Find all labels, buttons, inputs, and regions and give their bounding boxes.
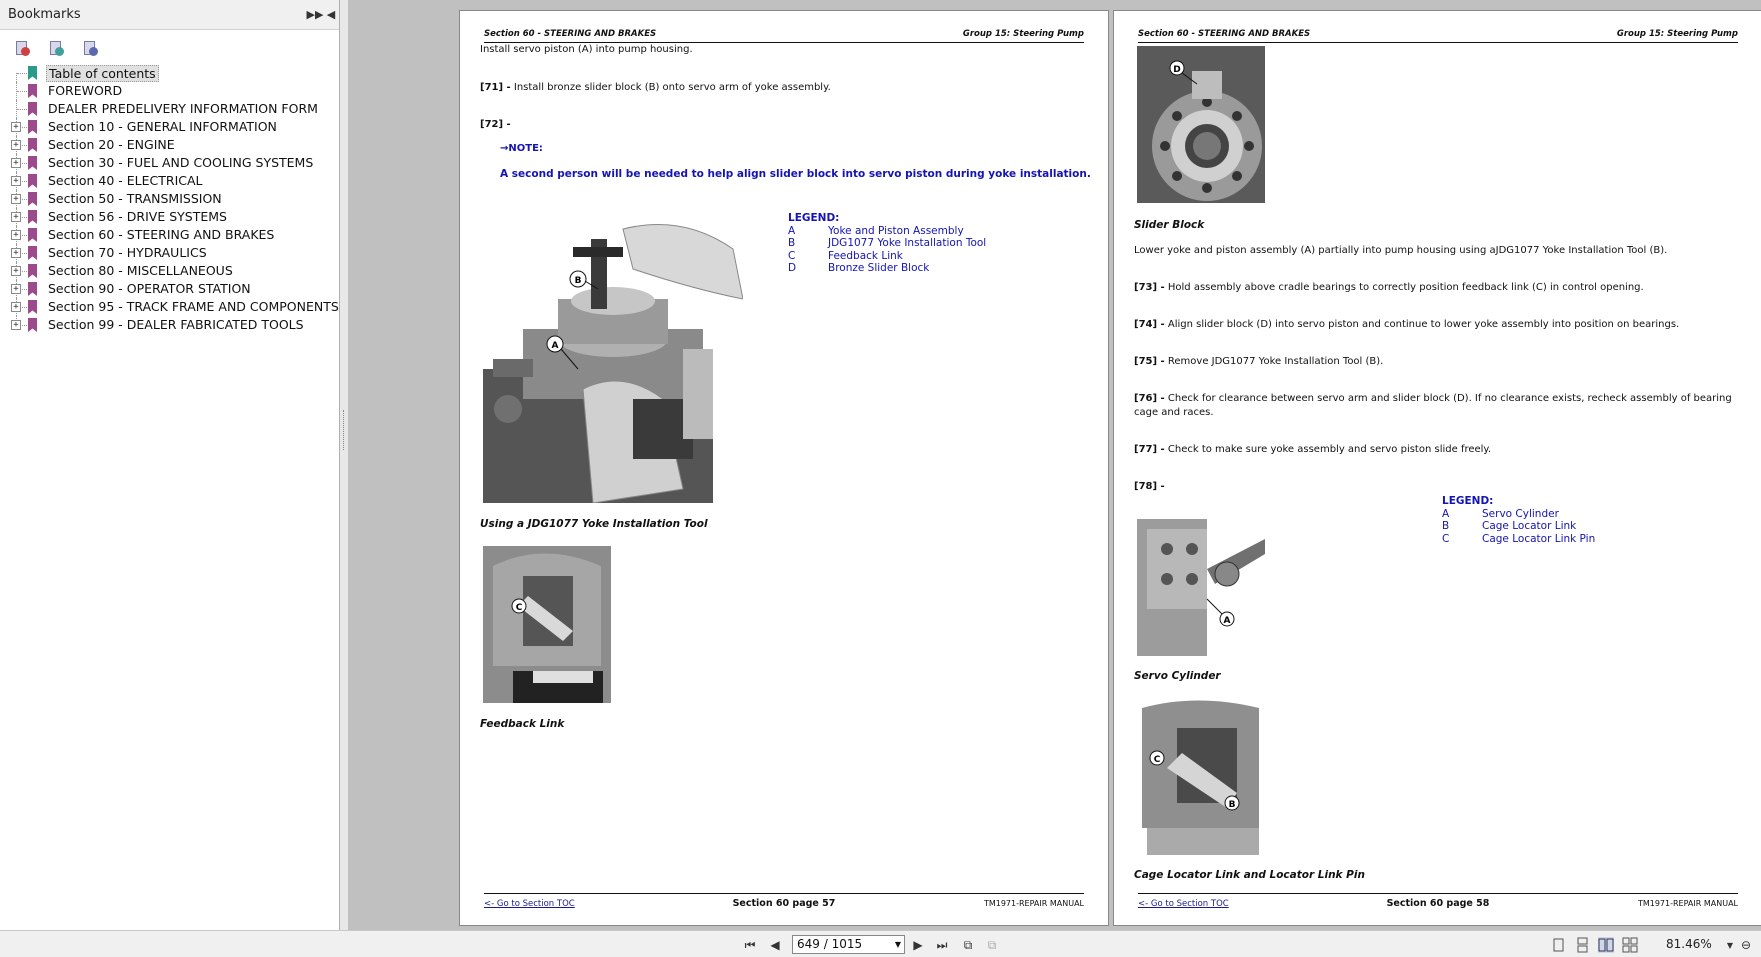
expand-icon[interactable]: + — [11, 158, 21, 168]
step-text: Check for clearance between servo arm and slider block (D). If no clearance exists, recheck assembly of bearing cage and races. — [1134, 393, 1732, 418]
page-57 — [459, 10, 1109, 926]
note-heading: →NOTE: — [500, 143, 543, 154]
header-group: Group 15: Steering Pump — [962, 29, 1084, 39]
legend-row — [1442, 533, 1595, 546]
bookmark-item[interactable] — [0, 118, 339, 136]
bookmark-item[interactable] — [0, 298, 339, 316]
header-section: Section 60 - STEERING AND BRAKES — [484, 29, 657, 39]
expand-icon[interactable]: + — [11, 212, 21, 222]
bookmark-item[interactable] — [0, 100, 339, 118]
step-78 — [1134, 480, 1165, 494]
page-header — [1138, 29, 1738, 43]
zoom-dropdown-icon[interactable]: ▼ — [1726, 940, 1734, 950]
step-75 — [1134, 355, 1744, 369]
bookmark-item[interactable] — [0, 190, 339, 208]
header-section: Section 60 - STEERING AND BRAKES — [1138, 29, 1311, 39]
bookmark-item[interactable] — [0, 244, 339, 262]
callout-a: A — [1223, 616, 1231, 626]
bookmark-icon — [28, 120, 37, 134]
bookmark-icon — [28, 246, 37, 260]
page-number-label: Section 60 page 57 — [732, 898, 836, 909]
zoom-out-icon[interactable]: ⊖ — [1740, 938, 1752, 952]
feedback-link-photo — [483, 546, 611, 703]
yoke-installation-photo — [483, 219, 743, 503]
page-footer — [1138, 893, 1738, 909]
page-footer — [484, 893, 1084, 909]
step-number: [71] - — [480, 82, 511, 93]
instruction-text: Install servo piston (A) into pump housing. — [480, 44, 693, 55]
figure-caption: Cage Locator Link and Locator Link Pin — [1134, 869, 1365, 881]
previous-page-icon[interactable]: ◀ — [770, 938, 780, 952]
bookmark-icon — [28, 210, 37, 224]
step-number: [73] - — [1134, 282, 1165, 293]
bookmarks-panel — [0, 0, 340, 930]
bookmark-item[interactable] — [0, 208, 339, 226]
next-view-icon[interactable]: ⧉ — [987, 937, 997, 952]
bookmark-icon — [28, 228, 37, 242]
bookmark-icon — [28, 300, 37, 314]
zoom-level[interactable]: 81.46% — [1666, 937, 1712, 951]
section-toc-link[interactable]: <- Go to Section TOC — [1138, 899, 1229, 909]
legend-row — [1442, 508, 1595, 521]
step-text: Align slider block (D) into servo piston and continue to lower yoke assembly into position on bearings. — [1167, 319, 1680, 330]
next-page-icon[interactable]: ▶ — [913, 938, 923, 952]
legend-row — [788, 225, 986, 238]
cage-locator-link-photo — [1137, 698, 1265, 855]
callout-c: C — [1153, 755, 1161, 765]
legend-key: B — [788, 237, 796, 249]
continuous-facing-view-icon[interactable] — [1622, 937, 1638, 953]
bookmarks-title: Bookmarks — [8, 7, 81, 22]
step-72 — [480, 118, 511, 132]
expand-icon[interactable]: + — [11, 266, 21, 276]
first-page-icon[interactable]: ⏮ — [744, 937, 756, 952]
find-bookmark-icon[interactable] — [82, 41, 98, 57]
last-page-icon[interactable]: ⏭ — [936, 937, 948, 952]
legend-key: A — [788, 224, 796, 237]
step-number: [77] - — [1134, 444, 1165, 455]
legend-text: Cage Locator Link — [1482, 520, 1577, 532]
chevron-down-icon[interactable]: ▼ — [894, 940, 901, 949]
continuous-view-icon[interactable] — [1574, 937, 1590, 953]
figure-caption: Servo Cylinder — [1134, 670, 1221, 682]
step-number: [75] - — [1134, 356, 1165, 367]
step-number: [76] - — [1134, 393, 1165, 404]
bookmark-icon — [28, 156, 37, 170]
bookmark-icon — [28, 84, 37, 98]
bookmarks-header — [0, 0, 339, 30]
legend-title: LEGEND: — [1442, 495, 1494, 507]
legend-text: Bronze Slider Block — [828, 262, 930, 274]
expand-bookmark-icon[interactable] — [48, 41, 64, 57]
bookmark-item[interactable] — [0, 262, 339, 280]
page-header — [484, 29, 1084, 43]
bookmark-label: DEALER PREDELIVERY INFORMATION FORM — [48, 101, 318, 116]
step-73 — [1134, 281, 1744, 295]
manual-id: TM1971-REPAIR MANUAL — [983, 899, 1084, 908]
bookmark-label: Section 99 - DEALER FABRICATED TOOLS — [48, 317, 304, 332]
legend-key: C — [1442, 532, 1450, 545]
legend-2 — [1442, 495, 1595, 545]
legend-key: A — [1442, 507, 1450, 520]
bookmark-label: Section 20 - ENGINE — [48, 137, 175, 152]
callout-a: A — [551, 341, 559, 351]
note-text: A second person will be needed to help align slider block into servo piston during yoke installation. — [500, 168, 1091, 180]
bookmark-label: Section 56 - DRIVE SYSTEMS — [48, 209, 227, 224]
expand-icon[interactable]: + — [11, 176, 21, 186]
legend-key: D — [788, 262, 797, 274]
step-number: [74] - — [1134, 319, 1165, 330]
facing-view-icon[interactable] — [1598, 937, 1614, 953]
bookmark-item[interactable] — [0, 64, 339, 82]
legend-key: C — [788, 249, 796, 262]
bookmark-label: Table of contents — [46, 65, 159, 82]
legend-1 — [788, 212, 986, 275]
callout-b: B — [574, 276, 582, 286]
page-number-label: Section 60 page 58 — [1386, 898, 1490, 909]
page-number-input[interactable] — [792, 935, 905, 954]
expand-icon[interactable]: + — [11, 302, 21, 312]
figure-caption: Slider Block — [1134, 219, 1205, 231]
legend-title: LEGEND: — [788, 212, 840, 224]
expand-panel-icon[interactable]: ▶▶ — [306, 7, 324, 21]
bookmark-icon — [28, 282, 37, 296]
bookmark-item[interactable] — [0, 172, 339, 190]
bookmark-tree — [0, 60, 339, 334]
step-number: [72] - — [480, 119, 511, 130]
legend-text: Servo Cylinder — [1482, 507, 1559, 520]
expand-icon[interactable]: + — [11, 122, 21, 132]
bookmark-icon — [28, 264, 37, 278]
bookmark-item[interactable] — [0, 136, 339, 154]
bookmark-label: Section 40 - ELECTRICAL — [48, 173, 203, 188]
legend-text: JDG1077 Yoke Installation Tool — [828, 237, 987, 249]
step-text: Remove JDG1077 Yoke Installation Tool (B). — [1167, 356, 1384, 367]
bookmark-item[interactable] — [0, 154, 339, 172]
manual-id: TM1971-REPAIR MANUAL — [1637, 899, 1738, 908]
legend-row — [788, 237, 986, 250]
bookmark-icon — [28, 138, 37, 152]
bookmark-label: Section 70 - HYDRAULICS — [48, 245, 207, 260]
step-text: Install bronze slider block (B) onto servo arm of yoke assembly. — [513, 82, 831, 93]
bookmark-icon — [28, 102, 37, 116]
expand-icon[interactable]: + — [11, 140, 21, 150]
expand-icon[interactable]: + — [11, 230, 21, 240]
step-76 — [1134, 392, 1744, 420]
bookmark-item[interactable] — [0, 316, 339, 334]
new-bookmark-icon[interactable] — [14, 41, 30, 57]
bookmark-icon — [28, 174, 37, 188]
legend-key: B — [1442, 520, 1450, 532]
bookmark-item[interactable] — [0, 226, 339, 244]
step-text: Check to make sure yoke assembly and servo piston slide freely. — [1167, 444, 1492, 455]
figure-caption: Using a JDG1077 Yoke Installation Tool — [480, 518, 708, 530]
servo-cylinder-photo — [1137, 519, 1265, 656]
bookmark-label: Section 90 - OPERATOR STATION — [48, 281, 251, 296]
figure-caption: Feedback Link — [480, 718, 565, 730]
legend-text: Yoke and Piston Assembly — [828, 224, 964, 237]
step-74 — [1134, 318, 1744, 332]
previous-view-icon[interactable]: ⧉ — [963, 937, 973, 952]
bookmark-label: Section 60 - STEERING AND BRAKES — [48, 227, 275, 242]
section-toc-link[interactable]: <- Go to Section TOC — [484, 899, 575, 909]
callout-c: C — [515, 603, 523, 613]
bookmarks-toolbar — [0, 38, 339, 60]
bookmark-label: Section 10 - GENERAL INFORMATION — [48, 119, 277, 134]
bookmark-label: Section 80 - MISCELLANEOUS — [48, 263, 233, 278]
expand-icon[interactable]: + — [11, 194, 21, 204]
slider-block-photo — [1137, 46, 1265, 203]
collapse-panel-icon[interactable]: ◀ — [326, 7, 336, 21]
step-text: Hold assembly above cradle bearings to correctly position feedback link (C) in control opening. — [1167, 282, 1644, 293]
legend-row — [788, 262, 986, 275]
panel-splitter[interactable] — [340, 0, 348, 930]
page-58 — [1113, 10, 1761, 926]
page-indicator-text: 649 / 1015 — [797, 937, 863, 951]
callout-b: B — [1228, 800, 1236, 810]
legend-row — [1442, 520, 1595, 533]
legend-text: Cage Locator Link Pin — [1482, 532, 1596, 545]
bookmark-label: Section 95 - TRACK FRAME AND COMPONENTS — [48, 299, 339, 314]
callout-d: D — [1173, 65, 1181, 75]
document-view[interactable] — [348, 0, 1761, 930]
navigation-toolbar — [0, 930, 1761, 957]
step-number: [78] - — [1134, 481, 1165, 492]
bookmark-icon — [28, 192, 37, 206]
expand-icon[interactable]: + — [11, 320, 21, 330]
step-71 — [480, 81, 831, 95]
bookmark-label: Section 50 - TRANSMISSION — [48, 191, 222, 206]
bookmark-icon — [28, 66, 37, 80]
bookmark-item[interactable] — [0, 280, 339, 298]
bookmark-icon — [28, 318, 37, 332]
bookmark-label: FOREWORD — [48, 83, 123, 98]
step-77 — [1134, 443, 1744, 457]
header-group: Group 15: Steering Pump — [1616, 29, 1738, 39]
bookmark-label: Section 30 - FUEL AND COOLING SYSTEMS — [48, 155, 314, 170]
legend-row — [788, 250, 986, 263]
single-page-view-icon[interactable] — [1550, 937, 1566, 953]
expand-icon[interactable]: + — [11, 284, 21, 294]
instruction-text: Lower yoke and piston assembly (A) partially into pump housing using aJDG1077 Yoke Installation Tool (B). — [1134, 245, 1668, 256]
bookmark-item[interactable] — [0, 82, 339, 100]
legend-text: Feedback Link — [828, 249, 903, 262]
expand-icon[interactable]: + — [11, 248, 21, 258]
